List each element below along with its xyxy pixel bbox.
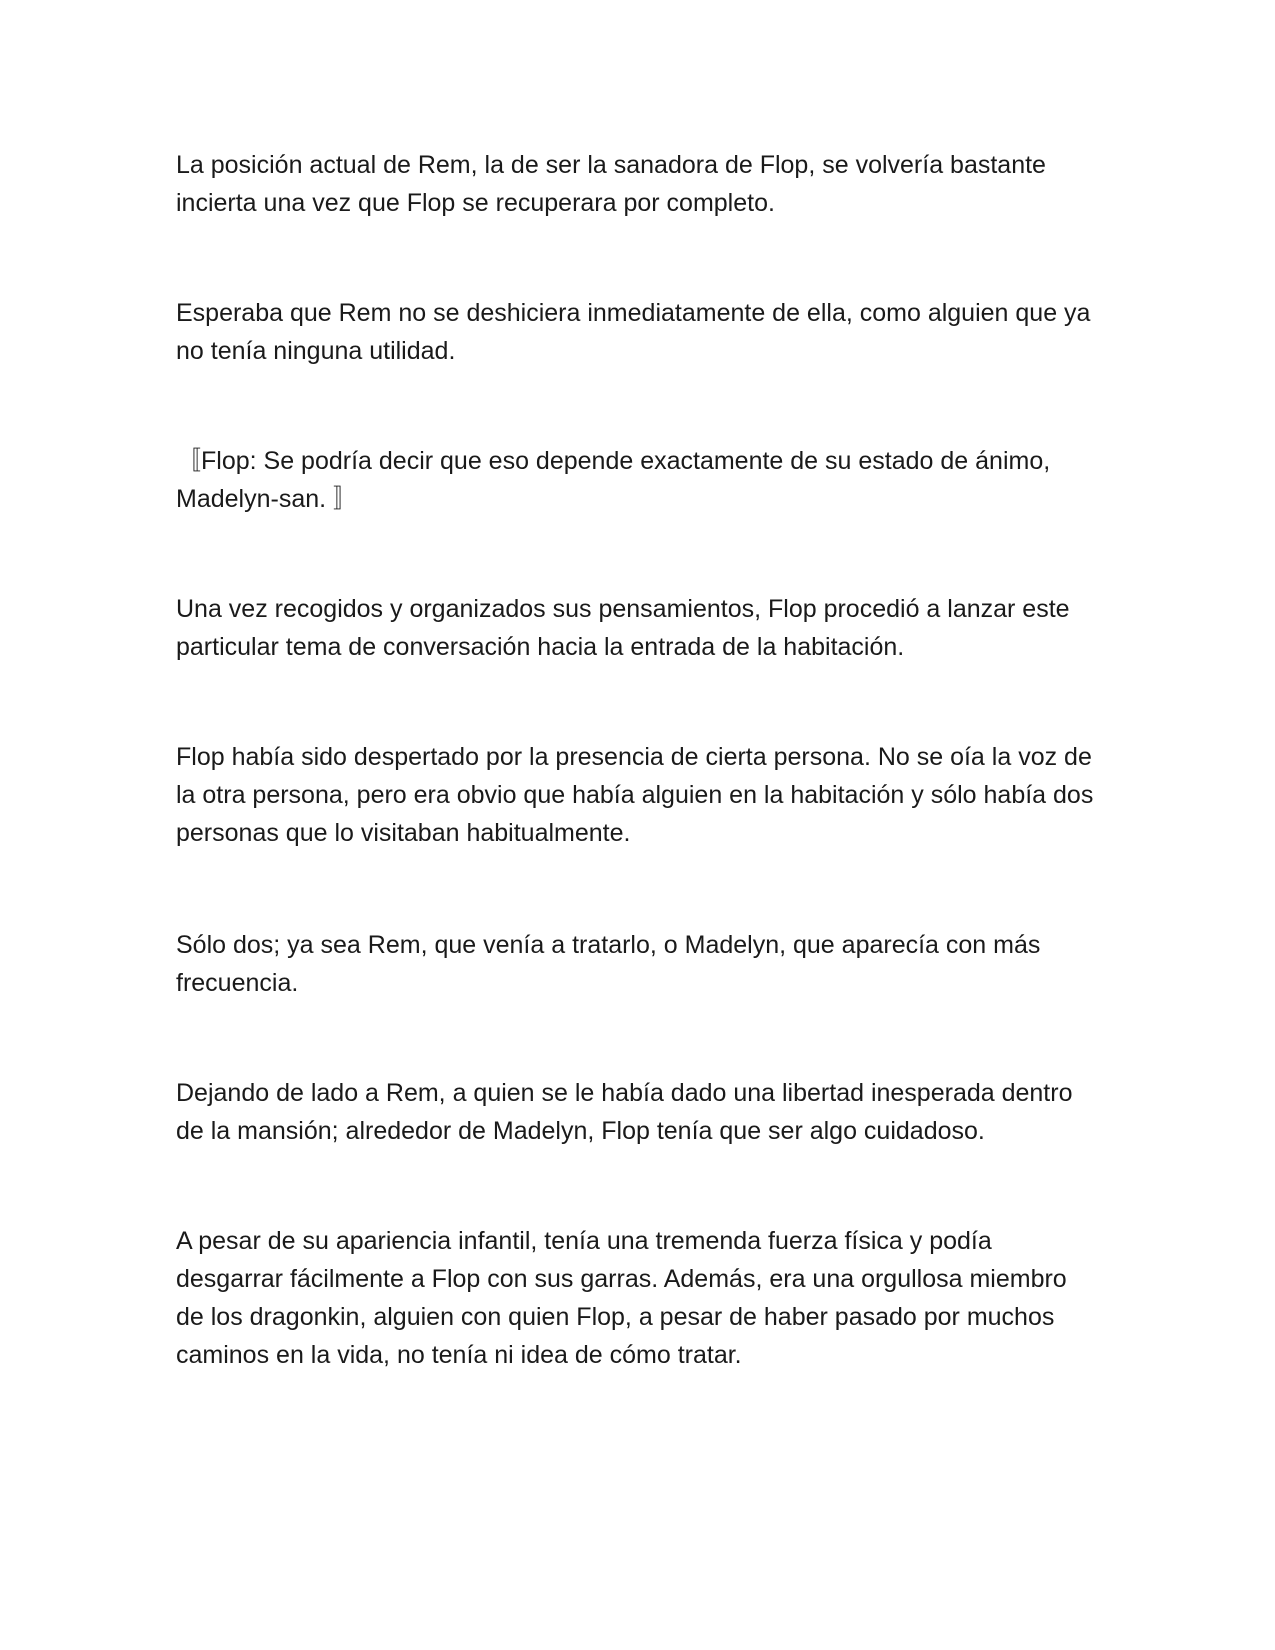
paragraph: Dejando de lado a Rem, a quien se le había dado una libertad inesperada dentro de la mansión; alrededor de Madelyn, Flop tenía que ser algo cuidadoso. [176, 1079, 1073, 1145]
paragraph: Sólo dos; ya sea Rem, que venía a tratarlo, o Madelyn, que aparecía con más frecuencia. [176, 931, 1041, 997]
document-body [176, 146, 1096, 1446]
paragraph: La posición actual de Rem, la de ser la sanadora de Flop, se volvería bastante incierta una vez que Flop se recuperara por completo. [176, 151, 1046, 217]
dialogue-paragraph: 〚Flop: Se podría decir que eso depende exactamente de su estado de ánimo, Madelyn-san. 〛 [176, 447, 1051, 513]
paragraph: Una vez recogidos y organizados sus pensamientos, Flop procedió a lanzar este particular tema de conversación hacia la entrada de la habitación. [176, 595, 1070, 661]
paragraph: Flop había sido despertado por la presencia de cierta persona. No se oía la voz de la otra persona, pero era obvio que había alguien en la habitación y sólo había dos personas que lo visitaban habitualmente. [176, 743, 1094, 847]
paragraph: Esperaba que Rem no se deshiciera inmediatamente de ella, como alguien que ya no tenía ninguna utilidad. [176, 299, 1091, 365]
paragraph: A pesar de su apariencia infantil, tenía una tremenda fuerza física y podía desgarrar fácilmente a Flop con sus garras. Además, era una orgullosa miembro de los dragonkin, alguien con quien Flop, a pesar de haber pasado por muchos caminos en la vida, no tenía ni idea de cómo tratar. [176, 1227, 1067, 1369]
